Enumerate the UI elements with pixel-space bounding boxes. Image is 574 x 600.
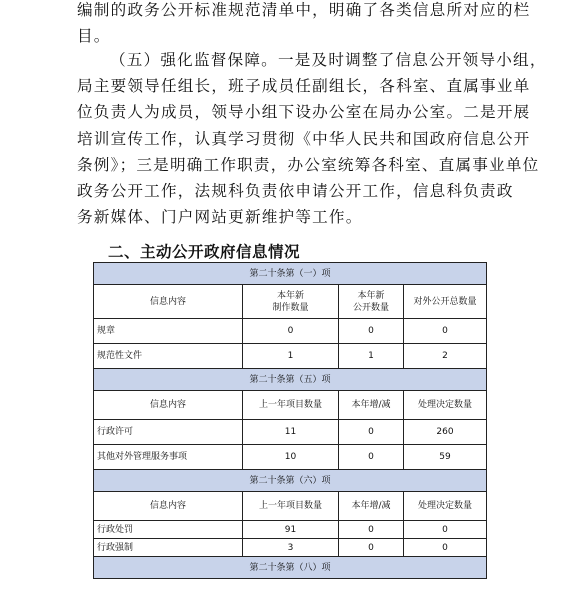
table-cell: 11 [243, 420, 339, 445]
column-header: 本年增/减 [339, 391, 404, 420]
column-header-row [94, 492, 487, 521]
section-title: 第二十条第（八）项 [94, 557, 487, 579]
table-cell: 260 [404, 420, 487, 445]
table-cell: 91 [243, 521, 339, 539]
table-row [94, 319, 487, 344]
section-title: 第二十条第（六）项 [94, 470, 487, 492]
text-line: （五）强化监督保障。一是及时调整了信息公开领导小组， [110, 51, 547, 69]
column-header: 上一年项目数量 [243, 391, 339, 420]
table-cell: 行政处罚 [94, 521, 243, 539]
table-cell: 0 [339, 539, 404, 557]
table-cell: 规范性文件 [94, 344, 243, 369]
table-cell: 0 [339, 445, 404, 470]
column-header-row [94, 391, 487, 420]
column-header: 本年新 制作数量 [243, 285, 339, 319]
table-cell: 行政强制 [94, 539, 243, 557]
table-cell: 0 [404, 521, 487, 539]
section-header-row [94, 470, 487, 492]
table-cell: 规章 [94, 319, 243, 344]
column-header: 本年增/减 [339, 492, 404, 521]
column-header: 信息内容 [94, 285, 243, 319]
paragraph-supervision [77, 47, 547, 230]
table-cell: 行政许可 [94, 420, 243, 445]
text-line: 编制的政务公开标准规范清单中，明确了各类信息所对应的栏 [77, 1, 531, 19]
column-header-row [94, 285, 487, 319]
table-cell: 59 [404, 445, 487, 470]
text-line: 位负责人为成员，领导小组下设办公室在局办公室。二是开展 [77, 103, 531, 122]
table-cell: 其他对外管理服务事项 [94, 445, 243, 470]
section-heading: 二、主动公开政府信息情况 [108, 243, 301, 261]
section-title: 第二十条第（一）项 [94, 263, 487, 285]
table-cell: 0 [404, 539, 487, 557]
column-header: 信息内容 [94, 391, 243, 420]
section-header-row [94, 557, 487, 579]
table-cell: 1 [339, 344, 404, 369]
table-cell: 0 [339, 521, 404, 539]
table-cell: 2 [404, 344, 487, 369]
section-header-row [94, 369, 487, 391]
info-table [93, 262, 487, 579]
table-cell: 0 [243, 319, 339, 344]
table-row [94, 445, 487, 470]
section-header-row [94, 263, 487, 285]
column-header: 对外公开总数量 [404, 285, 487, 319]
table-cell: 1 [243, 344, 339, 369]
column-header: 信息内容 [94, 492, 243, 521]
table-cell: 10 [243, 445, 339, 470]
text-line: 务新媒体、门户网站更新维护等工作。 [77, 208, 363, 227]
table-row [94, 521, 487, 539]
text-line: 条例》；三是明确工作职责，办公室统筹各科室、直属事业单位 [77, 155, 540, 174]
column-header: 上一年项目数量 [243, 492, 339, 521]
table-cell: 3 [243, 539, 339, 557]
column-header: 处理决定数量 [404, 391, 487, 420]
table-cell: 0 [339, 420, 404, 445]
table-cell: 0 [339, 319, 404, 344]
text-line: 目。 [77, 27, 111, 46]
section-title: 第二十条第（五）项 [94, 369, 487, 391]
table-row [94, 539, 487, 557]
table-cell: 0 [404, 319, 487, 344]
paragraph-intro [77, 0, 531, 49]
table-row [94, 344, 487, 369]
table-row [94, 420, 487, 445]
text-line: 政务公开工作，法规科负责依申请公开工作，信息科负责政 [77, 182, 514, 201]
text-line: 局主要领导任组长，班子成员任副组长，各科室、直属事业单 [77, 77, 531, 96]
text-line: 培训宣传工作，认真学习贯彻《中华人民共和国政府信息公开 [77, 129, 531, 148]
column-header: 处理决定数量 [404, 492, 487, 521]
column-header: 本年新 公开数量 [339, 285, 404, 319]
